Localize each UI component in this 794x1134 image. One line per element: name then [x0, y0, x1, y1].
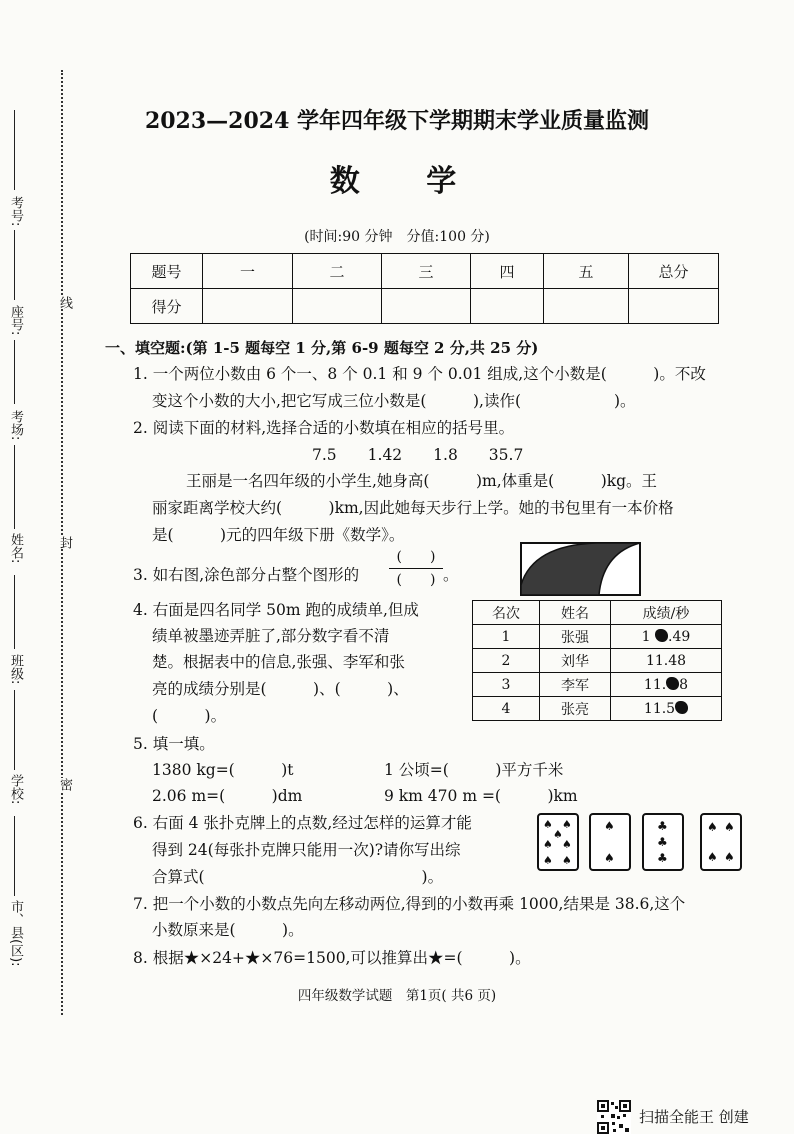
playing-card-7-spades: [537, 813, 579, 871]
svg-text:♠: ♠: [543, 854, 553, 867]
binding-blank-line: [14, 575, 15, 649]
svg-text:♠: ♠: [543, 818, 553, 831]
score-table-header-row: [131, 254, 719, 289]
score-table-cell: 三: [382, 254, 471, 289]
ink-blot: [655, 629, 668, 642]
svg-text:♠: ♠: [562, 818, 572, 831]
question-6-line-1: 6. 右面 4 张扑克牌上的点数,经过怎样的运算才能: [133, 814, 472, 832]
question-1-line-1: 1. 一个两位小数由 6 个一、8 个 0.1 和 9 个 0.01 组成,这个小数是( )。不改: [133, 365, 706, 383]
question-7-line-1: 7. 把一个小数的小数点先向左移动两位,得到的小数再乘 1000,结果是 38.6,这个: [133, 895, 686, 913]
score-table-cell: 总分: [629, 254, 719, 289]
svg-text:♣: ♣: [657, 819, 668, 833]
question-2-line-4: 是( )元的四年级下册《数学》。: [152, 526, 405, 544]
question-4-line-1: 4. 右面是四名同学 50m 跑的成绩单,但成: [133, 601, 419, 619]
score-blank-cell[interactable]: [471, 289, 544, 324]
results-row: [473, 649, 722, 673]
question-2-line-3: 丽家距离学校大约( )km,因此她每天步行上学。她的书包里有一本价格: [152, 499, 674, 517]
svg-text:♠: ♠: [562, 838, 572, 851]
question-5-line-1: 5. 填一填。: [133, 735, 215, 753]
spade-pips: [539, 815, 577, 869]
name-cell: 刘华: [540, 649, 611, 673]
score-table-cell: 五: [544, 254, 629, 289]
question-5-a: 1380 kg=( )t: [152, 761, 294, 779]
question-2-options: 7.5 1.42 1.8 35.7: [312, 446, 524, 464]
score-blank-cell[interactable]: [293, 289, 382, 324]
svg-text:♠: ♠: [707, 820, 718, 834]
results-header-cell: 成绩/秒: [611, 601, 722, 625]
question-4-line-2: 绩单被墨迹弄脏了,部分数字看不清: [152, 627, 390, 645]
question-2-line-1: 2. 阅读下面的材料,选择合适的小数填在相应的括号里。: [133, 419, 515, 437]
question-3-text: 3. 如右图,涂色部分占整个图形的: [133, 566, 360, 584]
question-2-line-2: 王丽是一名四年级的小学生,她身高( )m,体重是( )kg。王: [186, 472, 658, 490]
binding-blank-line: [14, 340, 15, 404]
question-4-line-4: 亮的成绩分别是( )、( )、: [152, 680, 409, 698]
question-3-fraction: [389, 546, 443, 591]
binding-blank-line: [14, 690, 15, 770]
binding-label-exam-room: 考场:: [8, 410, 23, 441]
spade-pips: [591, 815, 629, 869]
question-5-d: 9 km 470 m =( )km: [384, 787, 578, 805]
binding-label-exam-number: 考号:: [8, 196, 23, 227]
binding-label-city: 市、县(区):: [8, 900, 23, 967]
club-pips: [644, 815, 682, 869]
qr-code-icon: [597, 1100, 631, 1134]
score-table-cell: 得分: [131, 289, 203, 324]
score-cell: [611, 625, 722, 649]
score-blank-cell[interactable]: [629, 289, 719, 324]
binding-blank-line: [14, 816, 15, 896]
score-text: .49: [668, 628, 691, 645]
score-table-cell: 二: [293, 254, 382, 289]
rank-cell: 1: [473, 625, 540, 649]
section-heading: 一、填空题:(第 1-5 题每空 1 分,第 6-9 题每空 2 分,共 25 分): [105, 339, 539, 357]
fraction-denominator: ( ): [389, 568, 443, 591]
rank-cell: 3: [473, 673, 540, 697]
binding-label-seat: 座号:: [8, 305, 23, 336]
question-8-line-1: 8. 根据★×24+★×76=1500,可以推算出★=( )。: [133, 949, 531, 967]
binding-label-name: 姓名:: [8, 533, 23, 564]
svg-text:♠: ♠: [724, 820, 735, 834]
svg-text:♣: ♣: [657, 851, 668, 865]
score-text: 11.48: [645, 652, 687, 669]
time-info: (时间:90 分钟 分值:100 分): [304, 229, 490, 245]
score-table-score-row: [131, 289, 719, 324]
question-6-line-3: 合算式( )。: [152, 868, 444, 886]
score-table-cell: 一: [203, 254, 293, 289]
score-text: 1: [641, 628, 651, 645]
question-4-line-5: ( )。: [152, 707, 227, 725]
results-table: [472, 600, 722, 721]
binding-blank-line: [14, 445, 15, 529]
rank-cell: 2: [473, 649, 540, 673]
score-text: 11.5: [643, 700, 676, 717]
binding-mark-secret: 密: [57, 778, 72, 791]
ink-blot: [675, 701, 688, 714]
ink-blot: [666, 677, 679, 690]
spade-pips: [702, 815, 740, 869]
scanner-watermark: 扫描全能王 创建: [639, 1108, 749, 1126]
results-row: [473, 673, 722, 697]
question-5-c: 2.06 m=( )dm: [152, 787, 303, 805]
playing-card-3-clubs: [642, 813, 684, 871]
score-blank-cell[interactable]: [382, 289, 471, 324]
svg-text:♣: ♣: [657, 835, 668, 849]
results-row: [473, 625, 722, 649]
svg-text:♠: ♠: [604, 819, 615, 833]
page-footer: 四年级数学试题 第1页( 共6 页): [297, 988, 497, 1004]
binding-mark-line: 线: [57, 296, 72, 309]
score-text: 11.: [643, 676, 667, 693]
score-table: [130, 253, 719, 324]
question-3-end: 。: [443, 566, 459, 584]
score-table-cell: 题号: [131, 254, 203, 289]
binding-label-school: 学校:: [8, 774, 23, 805]
binding-mark-seal: 封: [57, 536, 72, 549]
question-6-line-2: 得到 24(每张扑克牌只能用一次)?请你写出综: [152, 841, 461, 859]
name-cell: 李军: [540, 673, 611, 697]
score-cell: [611, 649, 722, 673]
results-row: [473, 697, 722, 721]
shaded-figure: [519, 541, 642, 597]
score-table-cell: 四: [471, 254, 544, 289]
question-4-line-3: 楚。根据表中的信息,张强、李军和张: [152, 653, 405, 671]
score-blank-cell[interactable]: [203, 289, 293, 324]
question-5-b: 1 公顷=( )平方千米: [384, 761, 564, 779]
question-7-line-2: 小数原来是( )。: [152, 921, 304, 939]
svg-text:♠: ♠: [543, 838, 553, 851]
name-cell: 张强: [540, 625, 611, 649]
results-header-row: [473, 601, 722, 625]
question-1-line-2: 变这个小数的大小,把它写成三位小数是( ),读作( )。: [152, 392, 636, 410]
svg-text:♠: ♠: [724, 850, 735, 864]
score-text: 8: [679, 676, 689, 693]
playing-card-2-spades: [589, 813, 631, 871]
score-blank-cell[interactable]: [544, 289, 629, 324]
fraction-numerator: ( ): [396, 549, 436, 565]
name-cell: 张亮: [540, 697, 611, 721]
score-cell: [611, 697, 722, 721]
svg-text:♠: ♠: [553, 828, 563, 841]
score-cell: [611, 673, 722, 697]
svg-text:♠: ♠: [707, 850, 718, 864]
exam-title: 2023—2024 学年四年级下学期期末学业质量监测: [144, 108, 650, 134]
rank-cell: 4: [473, 697, 540, 721]
svg-text:♠: ♠: [604, 851, 615, 865]
subject-title: 数 学: [329, 164, 485, 199]
svg-text:♠: ♠: [562, 854, 572, 867]
playing-card-4-spades: [700, 813, 742, 871]
results-header-cell: 名次: [473, 601, 540, 625]
results-header-cell: 姓名: [540, 601, 611, 625]
binding-label-class: 班级:: [8, 654, 23, 685]
